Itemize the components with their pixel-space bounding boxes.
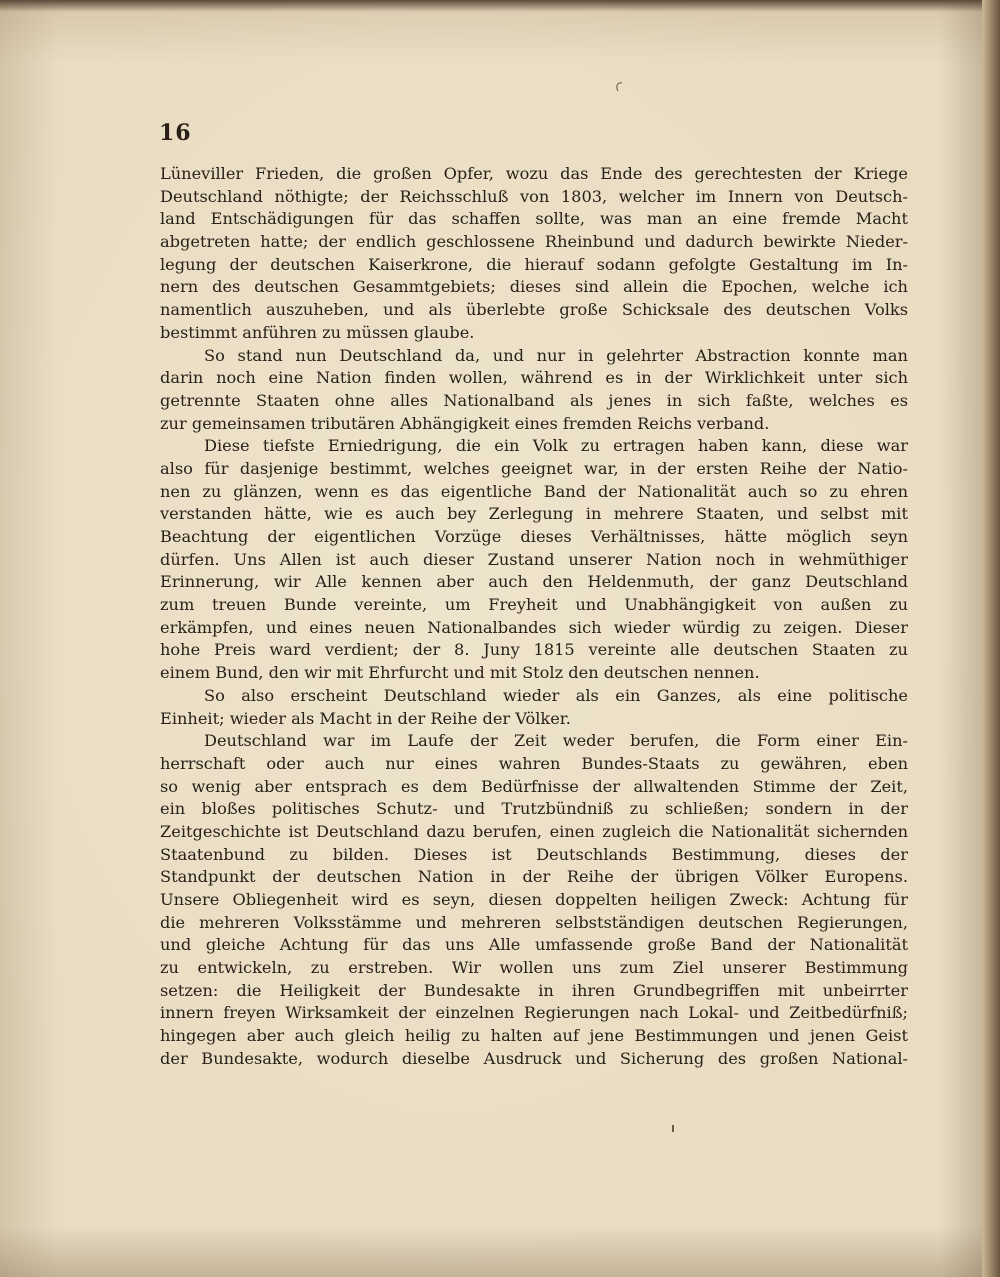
text-line: zu entwickeln, zu erstreben. Wir wollen uns zum Ziel unserer Bestimmung [160,958,908,978]
ink-speck [669,1124,677,1134]
text-line: legung der deutschen Kaiserkrone, die hierauf sodann gefolgte Gestaltung im In- [160,254,908,274]
text-line: land Entschädigungen für das schaffen sollte, was man an eine fremde Macht [160,209,908,229]
text-line: also für dasjenige bestimmt, welches geeignet war, in der ersten Reihe der Natio- [160,458,908,478]
text-line: nen zu glänzen, wenn es das eigentliche Band der Nationalität auch so zu ehren [160,481,908,501]
text-line: Diese tiefste Erniedrigung, die ein Volk zu ertragen haben kann, diese war [204,436,908,456]
text-line: bestimmt anführen zu müssen glaube. [160,322,475,342]
text-line: herrschaft oder auch nur eines wahren Bundes-Staats zu gewähren, eben [160,753,908,773]
text-line: Unsere Obliegenheit wird es seyn, diesen doppelten heiligen Zweck: Achtung für [160,890,908,909]
text-line: darin noch eine Nation finden wollen, während es in der Wirklichkeit unter sich [160,368,908,388]
text-line: abgetreten hatte; der endlich geschlossene Rheinbund und dadurch bewirkte Nieder- [160,232,908,252]
text-line: Deutschland nöthigte; der Reichsschluß von 1803, welcher im Innern von Deutsch- [160,186,908,206]
text-line: der Bundesakte, wodurch dieselbe Ausdruck und Sicherung des großen National- [160,1048,908,1068]
body-text [160,163,908,1071]
text-line: zur gemeinsamen tributären Abhängigkeit eines fremden Reichs verband. [160,413,770,433]
text-line: Deutschland war im Laufe der Zeit weder berufen, die Form einer Ein- [204,731,908,751]
page-top-shadow [0,0,1000,12]
text-line: dürfen. Uns Allen ist auch dieser Zustand unserer Nation noch in wehmüthiger [160,549,908,569]
page-right-edge [982,0,1000,1277]
text-line: nern des deutschen Gesammtgebiets; dieses sind allein die Epochen, welche ich [160,277,908,297]
text-line: hingegen aber auch gleich heilig zu halten auf jene Bestimmungen und jenen Geist [160,1026,908,1046]
text-line: ein bloßes politisches Schutz- und Trutzbündniß zu schließen; sondern in der [160,799,908,819]
text-line: So stand nun Deutschland da, und nur in gelehrter Abstraction konnte man [204,345,908,365]
page-number: 16 [159,120,192,146]
text-line: hohe Preis ward verdient; der 8. Juny 1815 vereinte alle deutschen Staaten zu [160,640,908,660]
text-line: zum treuen Bunde vereinte, um Freyheit und Unabhängigkeit von außen zu [160,595,908,615]
ink-speck [612,80,626,94]
text-line: setzen: die Heiligkeit der Bundesakte in ihren Grundbegriffen mit unbeirrter [160,980,908,1000]
text-line: Standpunkt der deutschen Nation in der Reihe der übrigen Völker Europens. [160,867,908,887]
text-line: Einheit; wieder als Macht in der Reihe der Völker. [160,708,571,728]
text-line: so wenig aber entsprach es dem Bedürfnisse der allwaltenden Stimme der Zeit, [160,776,908,796]
text-line: Beachtung der eigentlichen Vorzüge dieses Verhältnisses, hätte möglich seyn [160,527,908,546]
text-line: verstanden hätte, wie es auch bey Zerlegung in mehrere Staaten, und selbst mit [160,504,908,524]
text-line: Staatenbund zu bilden. Dieses ist Deutschlands Bestimmung, dieses der [160,844,908,864]
text-line: namentlich auszuheben, und als überlebte große Schicksale des deutschen Volks [160,300,908,320]
text-line: Lüneviller Frieden, die großen Opfer, wozu das Ende des gerechtesten der Kriege [160,164,908,183]
text-line: erkämpfen, und eines neuen Nationalbandes sich wieder würdig zu zeigen. Dieser [160,617,908,637]
text-line: die mehreren Volksstämme und mehreren selbstständigen deutschen Regierungen, [160,912,908,932]
text-line: innern freyen Wirksamkeit der einzelnen Regierungen nach Lokal- und Zeitbedürfniß; [160,1003,908,1023]
text-line: Erinnerung, wir Alle kennen aber auch den Heldenmuth, der ganz Deutschland [160,572,908,592]
text-line: getrennte Staaten ohne alles Nationalband als jenes in sich faßte, welches es [160,390,908,410]
text-line: Zeitgeschichte ist Deutschland dazu berufen, einen zugleich die Nationalität sichernden [160,821,908,841]
text-line: einem Bund, den wir mit Ehrfurcht und mit Stolz den deutschen nennen. [160,663,760,683]
text-line: So also erscheint Deutschland wieder als ein Ganzes, als eine politische [204,685,908,705]
text-line: und gleiche Achtung für das uns Alle umfassende große Band der Nationalität [160,935,908,955]
